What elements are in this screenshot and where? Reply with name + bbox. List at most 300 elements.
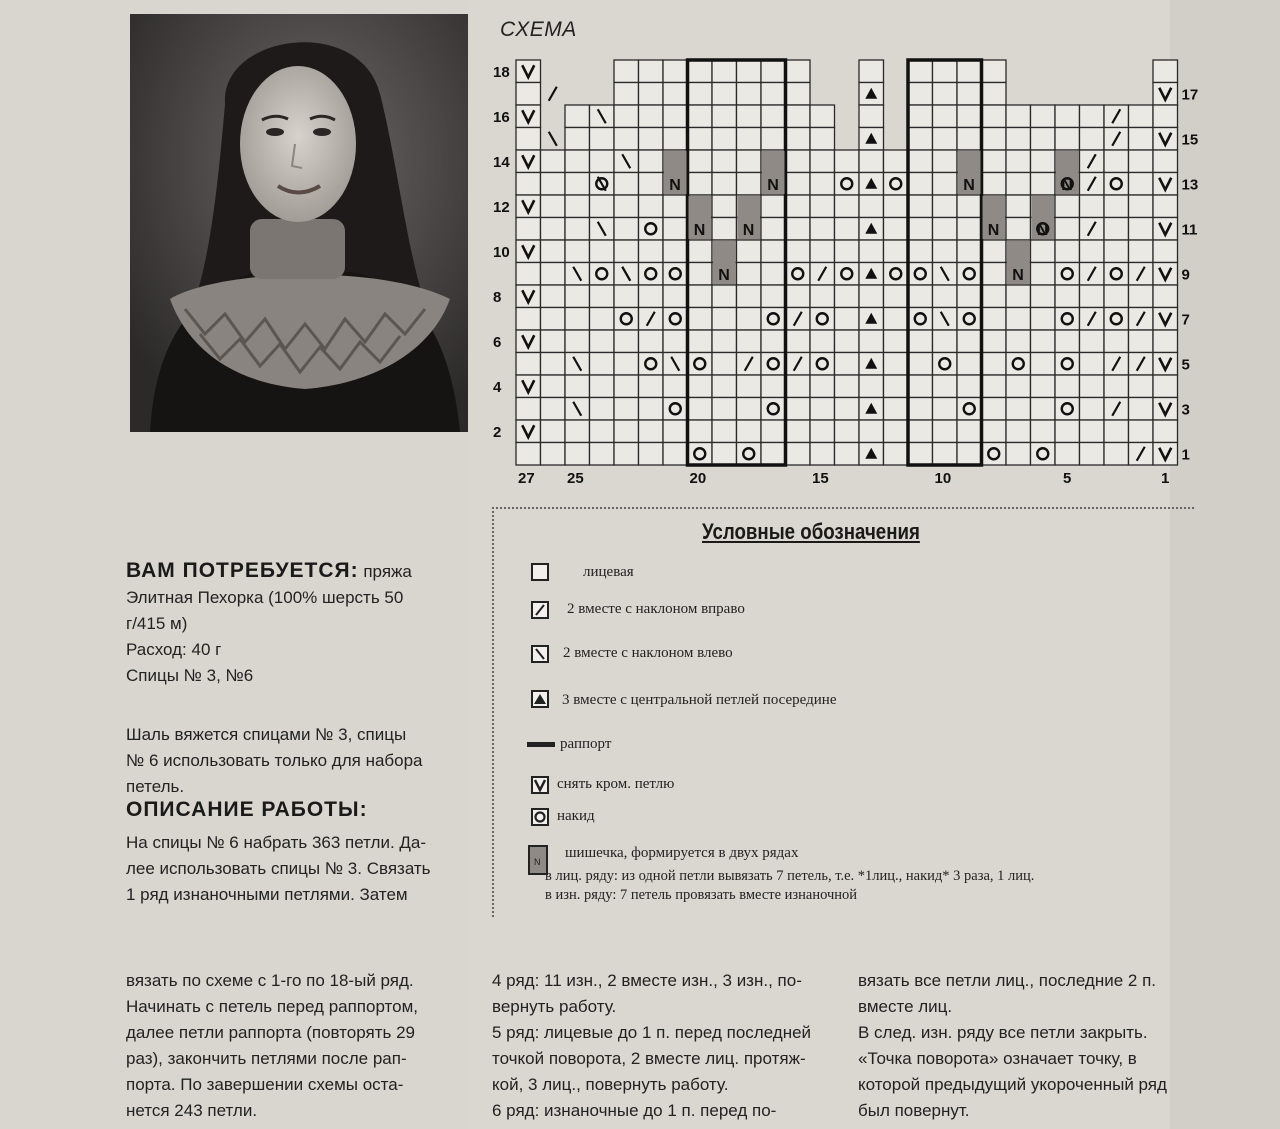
chart-cell (639, 420, 664, 443)
chart-cell (688, 128, 713, 151)
chart-cell (884, 375, 909, 398)
chart-cell (884, 330, 909, 353)
chart-cell (761, 195, 786, 218)
column-line: раз), закончить петлями после рап- (126, 1049, 407, 1068)
row-number-left: 8 (493, 289, 502, 306)
chart-cell (590, 375, 615, 398)
model-photo (130, 14, 468, 432)
chart-cell (957, 353, 982, 376)
chart-cell (908, 173, 933, 196)
chart-cell (639, 105, 664, 128)
chart-cell (1080, 105, 1105, 128)
chart-cell (541, 308, 566, 331)
chart-cell (1129, 218, 1154, 241)
chart-cell (639, 263, 664, 286)
chart-cell (884, 353, 909, 376)
chart-cell (884, 195, 909, 218)
chart-cell (957, 420, 982, 443)
chart-cell (786, 195, 811, 218)
chart-cell (737, 83, 762, 106)
chart-cell (786, 443, 811, 466)
chart-cell (810, 353, 835, 376)
chart-cell (541, 353, 566, 376)
chart-cell (688, 83, 713, 106)
legend-label: лицевая (583, 564, 634, 580)
chart-cell (737, 443, 762, 466)
circle-icon (531, 808, 549, 826)
column-line: порта. По завершении схемы оста- (126, 1075, 404, 1094)
triangle-icon (531, 690, 549, 708)
slash-right-icon (531, 601, 549, 619)
chart-cell (810, 443, 835, 466)
row-number-left: 6 (493, 334, 502, 351)
chart-cell (1104, 240, 1129, 263)
chart-cell (712, 218, 737, 241)
chart-cell (982, 330, 1007, 353)
chart-cell (516, 218, 541, 241)
chart-cell (737, 398, 762, 421)
chart-cell (590, 330, 615, 353)
chart-cell (614, 128, 639, 151)
chart-cell (712, 353, 737, 376)
chart-cell (1153, 285, 1178, 308)
chart-cell (541, 285, 566, 308)
column-line: нется 243 петли. (126, 1101, 258, 1120)
chart-cell (933, 240, 958, 263)
column-number: 20 (689, 470, 707, 487)
chart-cell (614, 420, 639, 443)
chart-cell (786, 420, 811, 443)
row-number-right: 5 (1181, 356, 1190, 374)
row-number-right: 11 (1181, 221, 1198, 239)
chart-cell (737, 128, 762, 151)
column-line: которой предыдущий укороченный ряд (858, 1075, 1167, 1094)
chart-cell (884, 218, 909, 241)
chart-cell (737, 420, 762, 443)
chart-cell (737, 330, 762, 353)
chart-cell (1129, 420, 1154, 443)
chart-cell (884, 240, 909, 263)
chart-cell (908, 398, 933, 421)
chart-cell (663, 330, 688, 353)
chart-cell (810, 128, 835, 151)
column-line: «Точка поворота» означает точку, в (858, 1049, 1137, 1068)
chart-cell (908, 128, 933, 151)
chart-cell (933, 330, 958, 353)
chart-cell (982, 285, 1007, 308)
chart-cell (1006, 308, 1031, 331)
chart-cell (786, 285, 811, 308)
chart-cell (614, 308, 639, 331)
chart-cell (908, 330, 933, 353)
row-number-right: 7 (1181, 311, 1190, 329)
chart-cell (541, 240, 566, 263)
chart-cell (1031, 398, 1056, 421)
row-number-left: 4 (493, 379, 502, 396)
column-line: Начинать с петель перед раппортом, (126, 997, 419, 1016)
chart-cell (590, 398, 615, 421)
chart-cell (908, 218, 933, 241)
chart-cell (982, 105, 1007, 128)
chart-cell (712, 83, 737, 106)
chart-cell (810, 308, 835, 331)
chart-cell (1006, 150, 1031, 173)
materials-line: Расход: 40 г (126, 640, 222, 659)
chart-cell (1006, 285, 1031, 308)
chart-cell (859, 420, 884, 443)
chart-cell (761, 330, 786, 353)
svg-text:N: N (534, 857, 541, 867)
chart-cell (1153, 330, 1178, 353)
column-line: 6 ряд: изнаночные до 1 п. перед по- (492, 1101, 777, 1120)
chart-cell (982, 240, 1007, 263)
chart-cell (1006, 420, 1031, 443)
chart-cell (688, 173, 713, 196)
legend-label: 3 вместе с центральной петлей посередине (562, 692, 837, 708)
chart-cell (639, 218, 664, 241)
chart-cell (1006, 330, 1031, 353)
column-number: 25 (567, 470, 584, 487)
shawl-note (126, 722, 446, 800)
chart-cell (982, 60, 1007, 83)
chart-cell (982, 308, 1007, 331)
chart-cell (835, 398, 860, 421)
chart-cell (1153, 420, 1178, 443)
column-line: В след. изн. ряду все петли закрыть. (858, 1023, 1148, 1042)
chart-cell (810, 218, 835, 241)
column-line: 5 ряд: лицевые до 1 п. перед последней (492, 1023, 812, 1042)
bobble-letter: N (987, 221, 1000, 239)
chart-cell (1080, 353, 1105, 376)
chart-cell (688, 398, 713, 421)
chart-cell (1055, 330, 1080, 353)
chart-cell (761, 240, 786, 263)
chart-cell (737, 263, 762, 286)
chart-cell (908, 60, 933, 83)
chart-cell (1104, 308, 1129, 331)
chart-cell (1031, 263, 1056, 286)
column-number: 15 (812, 470, 829, 487)
chart-cell (1153, 105, 1178, 128)
chart-cell (712, 195, 737, 218)
chart-cell (933, 375, 958, 398)
chart-cell (1153, 195, 1178, 218)
chart-cell (712, 128, 737, 151)
chart-cell (1055, 308, 1080, 331)
chart-cell (810, 398, 835, 421)
chart-cell (786, 150, 811, 173)
chart-cell (614, 195, 639, 218)
chart-cell (1080, 443, 1105, 466)
chart-cell (761, 128, 786, 151)
chart-cell (810, 173, 835, 196)
chart-cell (933, 218, 958, 241)
chart-cell (712, 308, 737, 331)
chart-cell (639, 375, 664, 398)
row-number-left: 2 (493, 424, 502, 441)
chart-cell (933, 443, 958, 466)
chart-cell (810, 285, 835, 308)
chart-cell (835, 263, 860, 286)
chart-cell (786, 60, 811, 83)
bobble-letter: N (742, 221, 755, 239)
chart-cell (639, 330, 664, 353)
chart-cell (810, 375, 835, 398)
chart-cell (933, 420, 958, 443)
schema-title: СХЕМА (500, 18, 577, 41)
chart-cell (835, 218, 860, 241)
chart-cell (737, 308, 762, 331)
chart-cell (884, 173, 909, 196)
chart-cell (933, 150, 958, 173)
chart-cell (614, 240, 639, 263)
legend-bobble-line: в изн. ряду: 7 петель провязать вместе изнаночной (545, 887, 858, 903)
chart-cell (565, 195, 590, 218)
chart-cell (737, 285, 762, 308)
chart-cell (590, 150, 615, 173)
chart-cell (957, 308, 982, 331)
chart-cell (884, 285, 909, 308)
chart-cell (541, 150, 566, 173)
shawl-line: Шаль вяжется спицами № 3, спицы (126, 725, 407, 744)
chart-cell (614, 353, 639, 376)
chart-cell (761, 83, 786, 106)
chart-cell (1031, 285, 1056, 308)
chart-cell (639, 240, 664, 263)
chart-cell (908, 420, 933, 443)
legend-label: 2 вместе с наклоном вправо (567, 601, 745, 617)
chart-cell (761, 398, 786, 421)
chart-cell (786, 173, 811, 196)
chart-cell (1080, 398, 1105, 421)
chart-cell (957, 218, 982, 241)
chart-cell (884, 308, 909, 331)
row-number-right: 13 (1181, 176, 1199, 194)
chart-cell (835, 195, 860, 218)
chart-cell (590, 128, 615, 151)
chart-cell (1104, 285, 1129, 308)
chart-cell (712, 375, 737, 398)
chart-cell (1104, 195, 1129, 218)
chart-cell (1031, 375, 1056, 398)
chart-cell (908, 195, 933, 218)
chart-cell (1129, 150, 1154, 173)
chart-cell (859, 330, 884, 353)
text-column-1 (126, 968, 456, 1124)
chart-cell (810, 240, 835, 263)
chart-cell (982, 398, 1007, 421)
chart-cell (688, 105, 713, 128)
chart-cell (516, 443, 541, 466)
chart-cell (761, 105, 786, 128)
chart-cell (737, 60, 762, 83)
chart-cell (1055, 195, 1080, 218)
chart-cell (810, 330, 835, 353)
row-number-right: 15 (1181, 131, 1199, 149)
chart-cell (614, 398, 639, 421)
row-number-right: 17 (1181, 86, 1199, 104)
chart-cell (1055, 420, 1080, 443)
column-line: вместе лиц. (858, 997, 953, 1016)
chart-cell (1129, 240, 1154, 263)
chart-cell (835, 240, 860, 263)
chart-cell (933, 398, 958, 421)
materials-line: пряжа (363, 562, 412, 581)
chart-cell (1006, 375, 1031, 398)
chart-cell (688, 263, 713, 286)
chart-cell (688, 375, 713, 398)
chart-cell (688, 420, 713, 443)
column-number: 5 (1063, 470, 1072, 487)
chart-cell (810, 420, 835, 443)
chart-cell (663, 443, 688, 466)
chart-cell (933, 128, 958, 151)
chart-cell (1055, 443, 1080, 466)
chart-cell (1129, 128, 1154, 151)
chart-cell (957, 443, 982, 466)
line-icon (527, 742, 555, 747)
legend-title: Условные обозначения (702, 519, 920, 544)
chart-cell (1055, 218, 1080, 241)
chart-cell (639, 60, 664, 83)
chart-cell (565, 420, 590, 443)
chart-cell (541, 330, 566, 353)
chart-cell (761, 263, 786, 286)
chart-cell (957, 375, 982, 398)
bobble-letter: N (1061, 176, 1073, 194)
chart-cell (884, 150, 909, 173)
chart-cell (663, 128, 688, 151)
chart-cell (1055, 375, 1080, 398)
chart-cell (859, 60, 884, 83)
chart-cell (1080, 285, 1105, 308)
chart-cell (1080, 420, 1105, 443)
description-header: ОПИСАНИЕ РАБОТЫ: (126, 798, 368, 821)
chart-cell (1006, 353, 1031, 376)
chart-cell (835, 375, 860, 398)
chart-cell (712, 173, 737, 196)
chart-cell (614, 60, 639, 83)
chart-cell (1080, 375, 1105, 398)
chart-cell (1031, 308, 1056, 331)
description-line: 1 ряд изнаночными петлями. Затем (126, 885, 408, 904)
chart-cell (835, 150, 860, 173)
chart-cell (688, 240, 713, 263)
chart-cell (908, 263, 933, 286)
bobble-letter: N (1036, 221, 1049, 239)
chart-cell (908, 443, 933, 466)
chart-cell (663, 105, 688, 128)
text-column-3 (858, 968, 1198, 1124)
chart-cell (565, 128, 590, 151)
chart-cell (835, 420, 860, 443)
chart-cell (908, 353, 933, 376)
chart-cell (541, 398, 566, 421)
chart-cell (1129, 173, 1154, 196)
chart-cell (835, 353, 860, 376)
slash-left-icon (531, 645, 549, 663)
chart-cell (1031, 105, 1056, 128)
chart-cell (786, 83, 811, 106)
chart-cell (712, 443, 737, 466)
chart-cell (565, 308, 590, 331)
chart-cell (1055, 240, 1080, 263)
chart-cell (810, 150, 835, 173)
chart-cell (1129, 375, 1154, 398)
chart-cell (565, 285, 590, 308)
chart-cell (982, 375, 1007, 398)
chart-cell (565, 150, 590, 173)
legend-label: шишечка, формируется в двух рядах (565, 845, 799, 861)
chart-cell (957, 240, 982, 263)
chart-cell (688, 353, 713, 376)
chart-cell (516, 128, 541, 151)
chart-cell (884, 443, 909, 466)
chart-cell (957, 83, 982, 106)
chart-cell (1031, 240, 1056, 263)
column-number: 27 (518, 470, 535, 487)
column-number: 1 (1161, 470, 1170, 487)
bobble-letter: N (693, 221, 706, 239)
chart-cell (933, 60, 958, 83)
knitting-chart (488, 50, 1208, 490)
chart-cell (761, 308, 786, 331)
chart-cell (590, 240, 615, 263)
chart-cell (614, 375, 639, 398)
chart-cell (639, 398, 664, 421)
chart-cell (590, 420, 615, 443)
v-icon (531, 776, 549, 794)
shawl-line: петель. (126, 777, 185, 796)
chart-cell (835, 173, 860, 196)
chart-cell (1055, 353, 1080, 376)
chart-cell (1006, 218, 1031, 241)
chart-cell (663, 240, 688, 263)
chart-cell (1104, 330, 1129, 353)
materials-line: г/415 м) (126, 614, 188, 633)
chart-cell (982, 150, 1007, 173)
chart-cell (908, 375, 933, 398)
chart-cell (614, 285, 639, 308)
chart-cell (786, 263, 811, 286)
chart-cell (663, 218, 688, 241)
legend-bobble-line: в лиц. ряду: из одной петли вывязать 7 петель, т.е. *1лиц., накид* 3 раза, 1 лиц. (545, 868, 1035, 884)
description-block (126, 830, 466, 908)
chart-cell (663, 83, 688, 106)
column-line: вернуть работу. (492, 997, 617, 1016)
slash-right-symbol (549, 87, 557, 101)
chart-cell (761, 443, 786, 466)
chart-cell (541, 420, 566, 443)
chart-cell (1031, 353, 1056, 376)
row-number-left: 10 (493, 244, 510, 261)
chart-cell (884, 398, 909, 421)
chart-cell (786, 330, 811, 353)
chart-cell (737, 150, 762, 173)
chart-cell (663, 420, 688, 443)
chart-cell (1006, 195, 1031, 218)
chart-cell (1104, 218, 1129, 241)
chart-cell (761, 375, 786, 398)
chart-cell (859, 105, 884, 128)
bobble-letter: N (1012, 266, 1024, 284)
chart-cell (516, 398, 541, 421)
chart-cell (1006, 128, 1031, 151)
chart-cell (835, 443, 860, 466)
chart-cell (516, 308, 541, 331)
chart-cell (761, 285, 786, 308)
column-number: 10 (934, 470, 952, 487)
